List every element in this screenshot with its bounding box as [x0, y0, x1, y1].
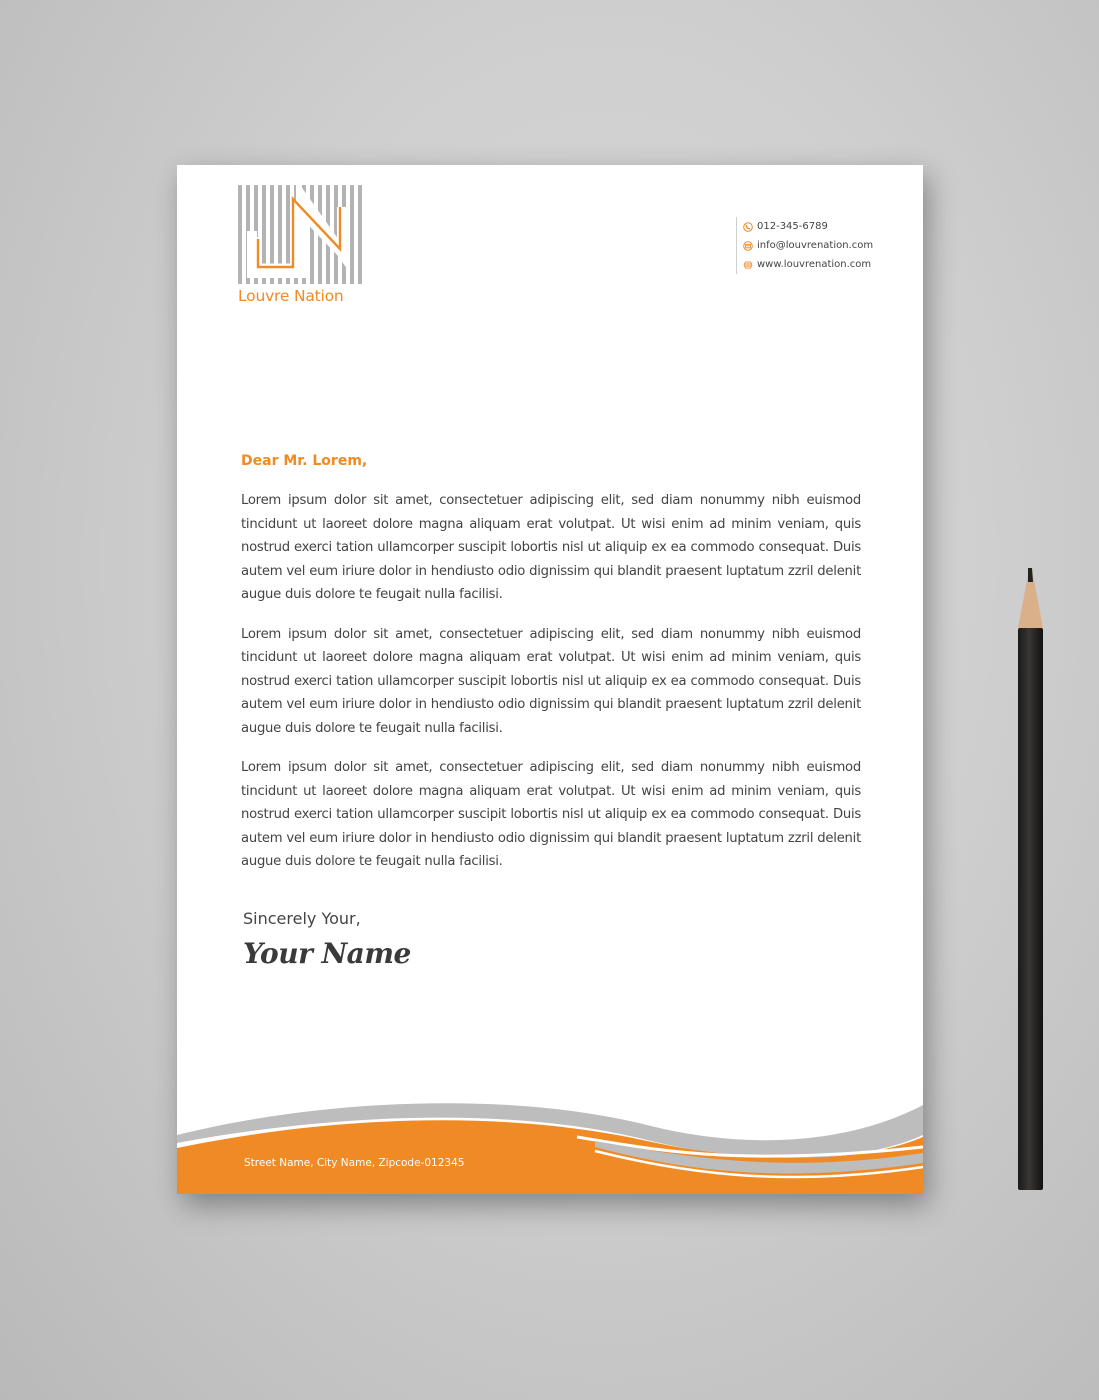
signature: Your Name: [243, 937, 411, 970]
phone-icon: [743, 222, 753, 232]
company-name: Louvre Nation: [238, 287, 344, 305]
footer-wave: [177, 1095, 923, 1194]
paragraph-1: Lorem ipsum dolor sit amet, consectetuer adipiscing elit, sed diam nonummy nibh euismod tincidunt ut laoreet dolore magna aliquam erat volutpat. Ut wisi enim ad minim veniam, quis nostrud exerci tation ullamcorper suscipit lobortis nisl ut aliquip ex ea commodo consequat. Duis autem vel eum iriure dolor in hendiusto odio dignissim qui blandit praesent luptatum zzril delenit augue duis dolore te feugait nulla facilisi.: [241, 493, 861, 602]
website-text[interactable]: www.louvrenation.com: [757, 259, 872, 270]
pencil-image: [1013, 568, 1049, 1194]
letterhead-paper: [177, 165, 923, 1194]
contact-website: [743, 255, 873, 274]
paragraph-2: Lorem ipsum dolor sit amet, consectetuer adipiscing elit, sed diam nonummy nibh euismod tincidunt ut laoreet dolore magna aliquam erat volutpat. Ut wisi enim ad minim veniam, quis nostrud exerci tation ullamcorper suscipit lobortis nisl ut aliquip ex ea commodo consequat. Duis autem vel eum iriure dolor in hendiusto odio dignissim qui blandit praesent luptatum zzril delenit augue duis dolore te feugait nulla facilisi.: [241, 626, 861, 736]
greeting: Dear Mr. Lorem,: [241, 453, 368, 469]
paragraph-3: Lorem ipsum dolor sit amet, consectetuer adipiscing elit, sed diam nonummy nibh euismod tincidunt ut laoreet dolore magna aliquam erat volutpat. Ut wisi enim ad minim veniam, quis nostrud exerci tation ullamcorper suscipit lobortis nisl ut aliquip ex ea commodo consequat. Duis autem vel eum iriure dolor in hendiusto odio dignissim qui blandit praesent luptatum zzril delenit augue duis dolore te feugait nulla facilisi.: [241, 760, 861, 869]
letter-body: [241, 453, 861, 890]
contact-phone: [743, 217, 873, 236]
email-icon: [743, 241, 753, 251]
globe-icon: [743, 260, 753, 270]
closing: Sincerely Your,: [243, 909, 361, 928]
contact-info: [736, 217, 873, 274]
contact-email: [743, 236, 873, 255]
louvre-nation-logo-icon: [238, 185, 364, 285]
phone-text[interactable]: 012-345-6789: [757, 221, 828, 232]
email-text[interactable]: info@louvrenation.com: [757, 240, 874, 251]
company-logo: [238, 185, 364, 305]
footer-address: Street Name, City Name, Zipcode-012345: [244, 1157, 465, 1169]
